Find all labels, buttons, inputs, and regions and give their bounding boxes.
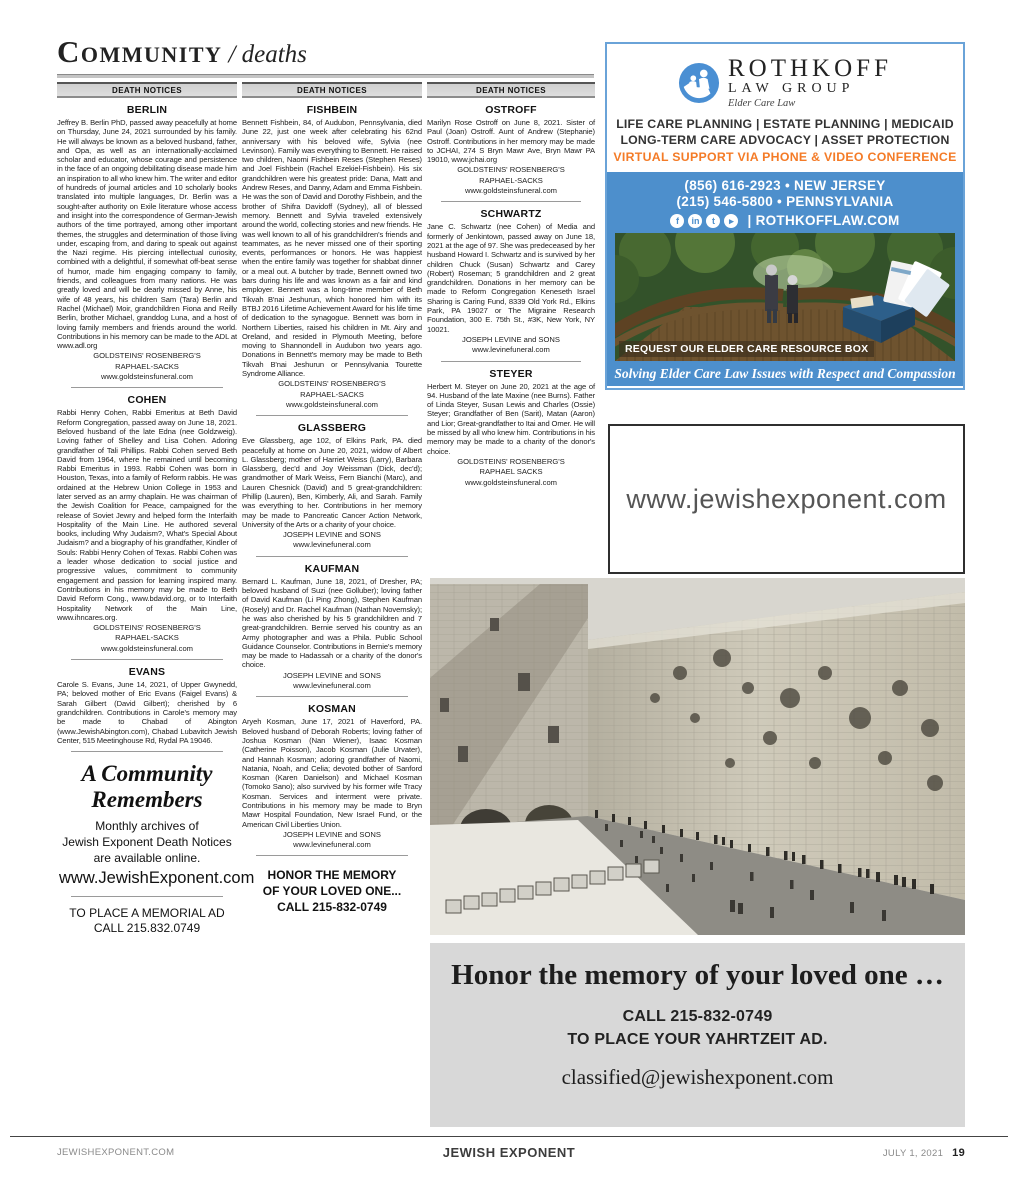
notice-divider (441, 201, 581, 202)
funeral-home-line: GOLDSTEINS' ROSENBERG'S (457, 456, 565, 466)
notice-divider (256, 855, 408, 856)
death-notice-schwartz (427, 208, 595, 354)
notice-divider (71, 387, 223, 388)
rothkoff-law-group-ad (605, 42, 965, 390)
death-notice-evans (57, 666, 237, 745)
rothkoff-ad-top (607, 44, 963, 172)
notices-column-3 (427, 82, 595, 487)
promo-title-line: A Community (81, 761, 213, 787)
funeral-home-url: www.levinefuneral.com (293, 681, 371, 691)
rothkoff-services-line: LONG-TERM CARE ADVOCACY | ASSET PROTECTION (620, 133, 950, 147)
notice-name: OSTROFF (485, 104, 537, 116)
yahrtzeit-ad-call-line: TO PLACE YOUR YAHRTZEIT AD. (567, 1031, 828, 1048)
notice-name: COHEN (127, 394, 167, 407)
promo-title-line: Remembers (91, 787, 203, 813)
funeral-home-line: JOSEPH LEVINE and SONS (283, 829, 381, 839)
rothkoff-logo-icon (678, 62, 720, 104)
funeral-home-line: RAPHAEL-SACKS (479, 175, 543, 185)
footer-rule (10, 1136, 1008, 1137)
rothkoff-phone-pa: (215) 546-5800 • PENNSYLVANIA (676, 194, 894, 209)
funeral-home-line: GOLDSTEINS' ROSENBERG'S (93, 351, 201, 361)
notice-name: EVANS (128, 666, 166, 679)
funeral-home-line: JOSEPH LEVINE and SONS (462, 334, 560, 344)
masthead-rule (57, 74, 594, 78)
death-notice-cohen (57, 394, 237, 653)
notice-name: FISHBEIN (306, 104, 358, 116)
funeral-home-url: www.goldsteinsfuneral.com (100, 643, 193, 653)
death-notices-header: DEATH NOTICES (427, 82, 595, 98)
rothkoff-phone-nj: (856) 616-2923 • NEW JERSEY (684, 178, 886, 193)
death-notices-header: DEATH NOTICES (57, 82, 237, 98)
honor-memory-promo (242, 861, 422, 915)
notice-body: Eve Glassberg, age 102, of Elkins Park, PA. died peacefully at home on June 20, 2021, widow of Albert L. Glassberg; mother of Harriet Weiss (Larry), Barbara Glassberg, dec'd and Joy Weissman (Dick, dec'd); grandmother of Mark Weiss, Fern Bianchi (Marc), and Lauren Chesnick (David) and 5 great-grandchildren: Phillip (Lauren), Ben, Kimberly, Ali, and Sarah. Family was everything to her. Contributions in her memory may be made to Pancreatic Cancer Action Network, University of the Arts or a charity of your choice. (242, 436, 422, 529)
jewish-exponent-website-box (608, 424, 965, 574)
notice-divider (256, 556, 408, 557)
death-notices-header: DEATH NOTICES (242, 82, 422, 98)
death-notice-ostroff (427, 104, 595, 195)
yahrtzeit-ad-headline: Honor the memory of your loved one … (451, 959, 944, 991)
funeral-home-url: www.goldsteinsfuneral.com (464, 477, 557, 487)
rothkoff-brand-name: ROTHKOFF (728, 55, 892, 82)
funeral-home-line: RAPHAEL-SACKS (115, 633, 179, 643)
twitter-icon: t (706, 214, 720, 228)
death-notice-kosman (242, 703, 422, 849)
rothkoff-tagline: Elder Care Law (728, 98, 796, 109)
notice-name: SCHWARTZ (480, 208, 542, 221)
notice-name: GLASSBERG (297, 422, 367, 435)
community-remembers-promo (57, 757, 255, 890)
website-url: www.jewishexponent.com (626, 483, 947, 514)
notice-body: Jane C. Schwartz (nee Cohen) of Media and formerly of Jenkintown, passed away on June 18, 2021 at the age of 97. She was predeceased by her husband Howard I. Schwartz and is survived by her children Chuck (Susan) Schwartz and Carey (Robert) Roseman; 5 grandchildren and 2 great grandchildren. Donations in her memory can be made to Reform Congregation Keneseth Israel Sharing is Caring Fund, 8339 Old York Rd., Elkins Park, PA 19027 or The Migraine Research Foundation, 300 E. 75th St., #3K, New York, NY 10021. (427, 222, 595, 334)
notice-name: BERLIN (126, 104, 168, 116)
linkedin-icon: in (688, 214, 702, 228)
notice-body: Rabbi Henry Cohen, Rabbi Emeritus at Beth David Reform Congregation, passed away on June 18, 2021. Beloved husband of the late Edna (nee Goldzweig). Loving father of Shelley and Lisa Cohen. Adoring grandfather of Tali Phillips. Rabbi Cohen served Beth David from 1964, where he remained until becoming Rabbi Emeritus in 1993. Rabbi Cohen was born in Houston, Texas, into a family of Reform rabbis. He was ordained at the Hebrew Union College in 1953 and later served as an army chaplain. He was chairman of the Jewish Coalition for Peace, campaigned for the release of Soviet Jewry and helped form the Interfaith Hospitality of the Main Line. He authored several books, including Why Judaism?, What's Special About Judaism? and a biography of his grandfather, Kindler of Souls: Rabbi Henry Cohen of Texas. Rabbi Cohen was a leader whose dedication to social justice and progressive values, commitment to community engagement and passion for learning inspired many. Contributions in his memory may be made to Beth David Reform Cong., www.bdavid.org, or to Interfaith Hospitality Network of the Main Line, www.ihncares.org. (57, 408, 237, 622)
notices-column-2 (242, 82, 422, 915)
notice-body: Carole S. Evans, June 14, 2021, of Upper Gwynedd, PA; beloved mother of Eric Evans (Faigel Evans) & Sarah Gilbert (David Gilbert); cherished by 6 grandchildren. Contributions in Carole's memory may be made to Chabad of Abington (www.JewishAbington.com), Chabad Lubavitch Jewish Center, 515 Meetinghouse Rd, Rydal PA 19046. (57, 680, 237, 745)
notice-divider (256, 415, 408, 416)
funeral-home-line: RAPHAEL-SACKS (300, 389, 364, 399)
death-notice-fishbein (242, 104, 422, 409)
facebook-icon: f (670, 214, 684, 228)
rothkoff-social-row (607, 213, 963, 228)
notice-name: KOSMAN (308, 703, 356, 716)
notice-body: Aryeh Kosman, June 17, 2021 of Haverford, PA. Beloved husband of Deborah Roberts; loving father of Joshua Kosman (Nan Wiener), Isaac Kosman (Catherine Poisson), Jacob Kosman (Julie Urvater), and Hannah Kosman; adoring grandfather of Naomi, Natania, Noah, and Celia; devoted bother of Sanford Kosman (Karen Danielson) and Michael Kosman (Tomoko Sano); also survived by his former wife Tracy Kosman. Services and interment were private. Contributions in his memory may be made to Bryn Mawr Hospital Foundation, New Israel Fund, or the American Civil Liberties Union. (242, 717, 422, 829)
funeral-home-line: JOSEPH LEVINE and SONS (283, 530, 381, 540)
rothkoff-virtual-support-line: VIRTUAL SUPPORT VIA PHONE & VIDEO CONFERENCE (613, 150, 957, 164)
notice-divider (71, 896, 223, 897)
memorial-ad-line: TO PLACE A MEMORIAL AD (69, 906, 225, 921)
funeral-home-url: www.goldsteinsfuneral.com (464, 186, 557, 196)
notice-body: Bernard L. Kaufman, June 18, 2021, of Dresher, PA; beloved husband of Suzi (nee Golluber); loving father of David Kaufman (Li Ping Zhong), Stephen Kaufman (Rosely) and Dr. Rachel Kaufman (Nathan Novemsky); he was also cherished by his 5 grandchildren and 7 great-grandchildren. Bernie served his country as an Army photographer and was a Phila. Public School Guidance Counselor. Contributions in Bernie's memory may be made to Hadassah or a charity of the donor's choice. (242, 576, 422, 670)
notice-divider (441, 361, 581, 362)
promo-text-line: Monthly archives of (95, 819, 199, 834)
promo-url: www.JewishExponent.com (59, 869, 255, 888)
section-masthead (57, 34, 307, 70)
rothkoff-website: | ROTHKOFFLAW.COM (747, 213, 900, 228)
funeral-home-url: www.goldsteinsfuneral.com (285, 399, 378, 409)
honor-memory-line: CALL 215-832-0749 (277, 900, 387, 915)
honor-memory-line: HONOR THE MEMORY (267, 868, 397, 883)
notice-body: Marilyn Rose Ostroff on June 8, 2021. Sister of Paul (Joan) Ostroff. Aunt of Andrew (Stephanie) Ostroff. Contributions in her memory may be made to JCHAI, 274 S Bryn Mawr Ave, Bryn Mawr PA 19010, www.jchai.org (427, 118, 595, 165)
footer-publication-name: JEWISH EXPONENT (442, 1145, 576, 1160)
memorial-ad-line: CALL 215.832.0749 (93, 921, 201, 936)
funeral-home-url: www.levinefuneral.com (293, 540, 371, 550)
funeral-home-line: GOLDSTEINS' ROSENBERG'S (457, 165, 565, 175)
funeral-home-line: GOLDSTEINS' ROSENBERG'S (278, 379, 386, 389)
yahrtzeit-ad-call-line: CALL 215-832-0749 (622, 1008, 773, 1025)
promo-text-line: are available online. (93, 851, 201, 866)
notice-divider (256, 696, 408, 697)
death-notice-glassberg (242, 422, 422, 550)
notices-column-1 (57, 82, 255, 936)
rothkoff-slogan: Solving Elder Care Law Issues with Respect and Compassion (614, 366, 956, 381)
notice-name: KAUFMAN (304, 562, 360, 575)
notice-body: Jeffrey B. Berlin PhD, passed away peacefully at home on Thursday, June 24, 2021 surrounded by his family. He will always be known as a beloved husband, father, and Opa, as well as an internationally-acclaimed scholar and educator, whose courage and persistence in the face of an ongoing debilitating disease made him an inspiration to all who knew him. The writer and editor of hundreds of journal articles and 10 scholarly books translated into multiple languages, Dr. Berlin was a sought-after authority on Exile literature whose access and insight into the correspondence of German-Jewish authors of the time portrayed, among other important themes, the struggles and determination of those living under, escaping from, and daring to speak out against the Nazi regime. His piercing intellectual curiosity, combined with a delightful, if somewhat off-beat sense of humor, made him engaging company to family, friends, and colleagues from many nations. He was greatly loved and will be dearly missed by Anne, his wife of 48 years, his children Sam (Tara) Berlin and Rachel (Michael) Moir, grandchildren Fiona and Reilly Berlin, brother Michael, granddog Luna, and a host of loving family members and friends around the world. Contributions in his memory can be made to the ADL at www.adl.org (57, 118, 237, 351)
western-wall-photo (430, 578, 965, 935)
funeral-home-line: RAPHAEL-SACKS (115, 361, 179, 371)
notice-name: STEYER (489, 367, 533, 380)
footer-page-number: 19 (952, 1147, 965, 1159)
death-notice-berlin (57, 104, 237, 381)
notice-divider (71, 659, 223, 660)
rothkoff-services-line: LIFE CARE PLANNING | ESTATE PLANNING | MEDICAID (616, 117, 954, 131)
footer-date-page (883, 1147, 965, 1159)
rothkoff-bridge-photo (615, 233, 955, 361)
funeral-home-line: GOLDSTEINS' ROSENBERG'S (93, 623, 201, 633)
youtube-icon: ▸ (724, 214, 738, 228)
section-title: Community (57, 34, 223, 69)
elder-care-resource-box-label: REQUEST OUR ELDER CARE RESOURCE BOX (619, 341, 874, 357)
footer-date: JULY 1, 2021 (882, 1148, 944, 1159)
funeral-home-url: www.levinefuneral.com (472, 345, 550, 355)
yahrtzeit-ad-email: classified@jewishexponent.com (561, 1065, 834, 1089)
honor-memory-line: OF YOUR LOVED ONE... (262, 884, 402, 899)
notice-body: Bennett Fishbein, 84, of Audubon, Pennsylvania, died June 22, just one week after celebrating his 62nd anniversary with his beloved wife, Sylvia (nee Levinson). Family was everything to Bennett. He raised two children, Naomi Fishbein Reses (Stephen Reses) and Joel Fishbein (Rachel Ezekiel-Fishbein). His six grandchildren were his greatest pride: Dana, Matt and Andrew Reses, and Danny, Adam and Emma Fishbein. He was the son of David and Dorothy Fishbein, and the brother of Shifra Davidoff (Sydney), all of blessed memory. Bennett and Sylvia traveled extensively around the world, collecting stories and new friends. He was well known to all of his grandchildren's friends and teammates, as he never missed one of their sporting events, performances or honors. He was happiest when the entire family was together for shabbat dinner or a meal out. A butcher by trade, Bennett owned two bars during his life and was known as a fair and kind employer. Bennett was a long-time member of Beth Tikvah B'nai Jeshurun, which honored him with its BTBJ 2016 Lifetime Achievement Award for his life time of dedication to the synagogue. Bennett was born in Northern Liberties, raised his children in Mt. Airy and Oreland, and resided in Plymouth Meeting, before moving to Shannondell in Audubon two years ago. Donations in Bennett's memory may be made to Beth Tikvah B'nai Jeshurun or Pennsylvania Tourette Syndrome Alliance. (242, 118, 422, 379)
promo-text-line: Jewish Exponent Death Notices (62, 835, 232, 850)
memorial-ad-promo (57, 902, 237, 936)
notice-divider (71, 751, 223, 752)
funeral-home-url: www.levinefuneral.com (293, 840, 371, 850)
funeral-home-url: www.goldsteinsfuneral.com (100, 372, 193, 382)
funeral-home-line: JOSEPH LEVINE and SONS (283, 670, 381, 680)
death-notice-steyer (427, 368, 595, 487)
footer-website: JEWISHEXPONENT.COM (57, 1147, 175, 1158)
funeral-home-line: RAPHAEL SACKS (479, 467, 543, 477)
yahrtzeit-ad (430, 943, 965, 1127)
section-subtitle: / deaths (228, 41, 307, 68)
notice-body: Herbert M. Steyer on June 20, 2021 at the age of 94. Husband of the late Maxine (nee Burns). Father of Linda Steyer, Susan Lewis and Charles (Ossie) Steyer; Grandfather of Ben (Sarit), Matan (Aaron) and Lior; Great-grandfather to Itai and Omer. He will be missed by all who knew him. Contributions in his memory may be made to a charity of the donor's choice. (427, 381, 595, 456)
rothkoff-brand-sub: LAW GROUP (728, 81, 855, 96)
rothkoff-ad-blue-section (607, 172, 963, 386)
death-notice-kaufman (242, 563, 422, 691)
